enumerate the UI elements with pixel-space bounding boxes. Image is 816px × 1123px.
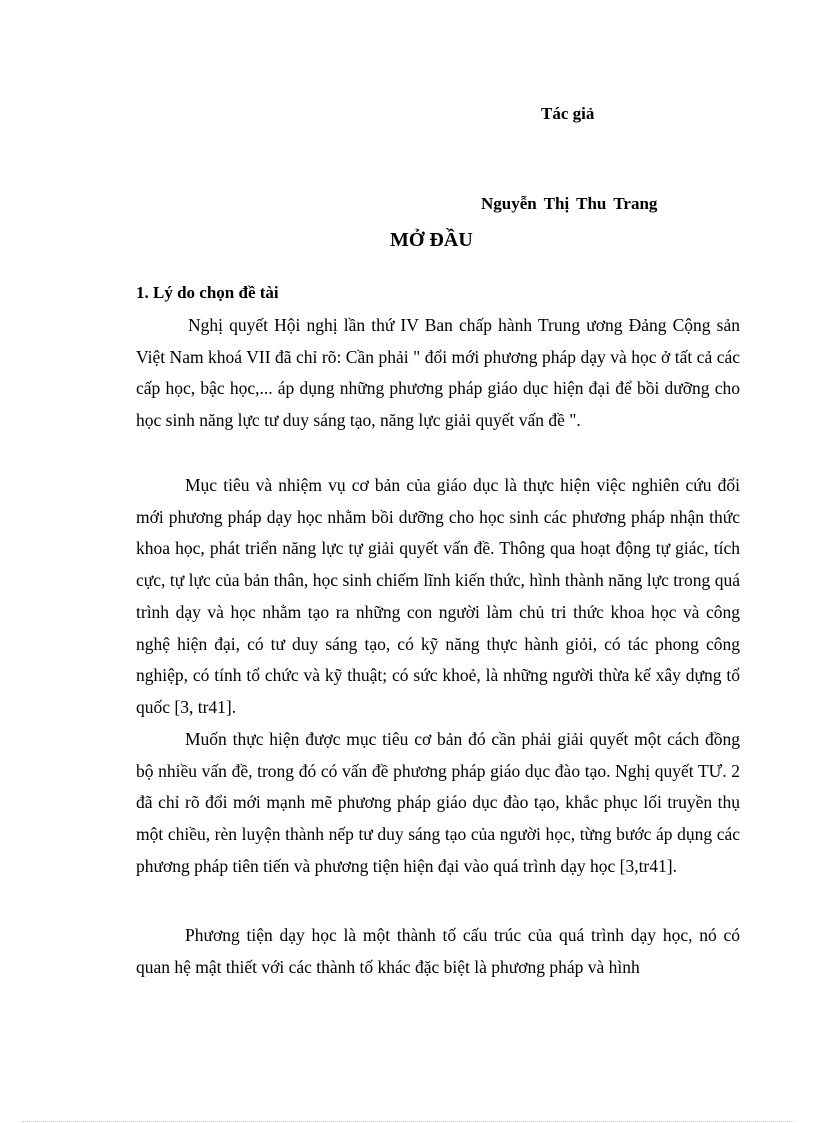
author-label: Tác giả bbox=[541, 104, 595, 123]
paragraph-4: Phương tiện dạy học là một thành tố cấu trúc của quá trình dạy học, nó có quan hệ mật thiết với các thành tố khác đặc biệt là phương pháp và hình bbox=[136, 925, 740, 977]
author-name: Nguyễn Thị Thu Trang bbox=[481, 194, 658, 213]
paragraph-1: Nghị quyết Hội nghị lần thứ IV Ban chấp hành Trung ương Đảng Cộng sản Việt Nam khoá VII đã chỉ rõ: Cần phải " đổi mới phương pháp dạy và học ở tất cả các cấp học, bậc học,... áp dụng những phương pháp giáo dục hiện đại để bồi dưỡng cho học sinh năng lực tư duy sáng tạo, năng lực giải quyết vấn đề ". bbox=[136, 315, 740, 431]
page-bottom-divider bbox=[22, 1121, 794, 1122]
section-heading: 1. Lý do chọn đề tài bbox=[136, 283, 279, 302]
main-title: MỞ ĐẦU bbox=[390, 229, 473, 251]
paragraph-3: Muốn thực hiện được mục tiêu cơ bản đó cần phải giải quyết một cách đồng bộ nhiều vấn đề, trong đó có vấn đề phương pháp giáo dục đào tạo. Nghị quyết TƯ. 2 đã chỉ rõ đổi mới mạnh mẽ phương pháp giáo dục đào tạo, khắc phục lối truyền thụ một chiều, rèn luyện thành nếp tư duy sáng tạo của người học, từng bước áp dụng các phương pháp tiên tiến và phương tiện hiện đại vào quá trình dạy học [3,tr41]. bbox=[136, 729, 740, 876]
paragraph-2: Mục tiêu và nhiệm vụ cơ bản của giáo dục là thực hiện việc nghiên cứu đổi mới phương pháp dạy học nhằm bồi dưỡng cho học sinh các phương pháp nhận thức khoa học, phát triển năng lực tự giải quyết vấn đề. Thông qua hoạt động tự giác, tích cực, tự lực của bản thân, học sinh chiếm lĩnh kiến thức, hình thành năng lực trong quá trình dạy và học nhằm tạo ra những con người làm chủ tri thức khoa học và công nghệ hiện đại, có tư duy sáng tạo, có kỹ năng thực hành giỏi, có tác phong công nghiệp, có tính tổ chức và kỹ thuật; có sức khoẻ, là những người thừa kế xây dựng tổ quốc [3, tr41]. bbox=[136, 475, 740, 717]
